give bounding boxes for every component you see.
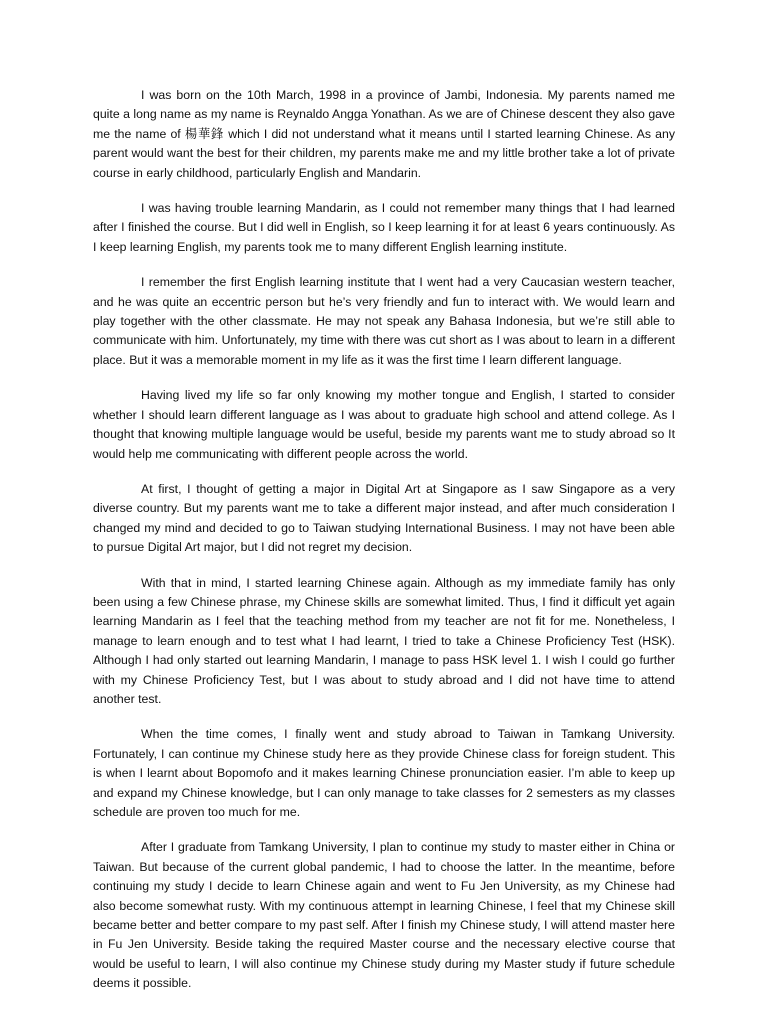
paragraph-5: At first, I thought of getting a major in Digital Art at Singapore as I saw Singapore as a very diverse country. But my parents want me to take a different major instead, and after much consideration I changed my mind and decided to go to Taiwan studying International Business. I may not have been able to pursue Digital Art major, but I did not regret my decision.	[93, 481, 675, 555]
paragraph-4: Having lived my life so far only knowing my mother tongue and English, I started to consider whether I should learn different language as I was about to graduate high school and attend college. As I thought that knowing multiple language would be useful, beside my parents want me to study abroad so It would help me communicating with different people across the world.	[93, 388, 675, 461]
paragraph-7: When the time comes, I finally went and study abroad to Taiwan in Tamkang University. Fortunately, I can continue my Chinese study here as they provide Chinese class for foreign student. This is when I learnt about Bopomofo and it makes learning Chinese pronunciation easier. I’m able to keep up and expand my Chinese knowledge, but I can only manage to take classes for 2 semesters as my classes schedule are proven too much for me.	[93, 727, 675, 819]
paragraph-2: I was having trouble learning Mandarin, as I could not remember many things that I had learned after I finished the course. But I did well in English, so I keep learning it for at least 6 years continuously. As I keep learning English, my parents took me to many different English learning institute.	[93, 201, 675, 254]
paragraph-1: I was born on the 10th March, 1998 in a province of Jambi, Indonesia. My parents named me quite a long name as my name is Reynaldo Angga Yonathan. As we are of Chinese descent they also gave me the name of 楊華鋒 which I did not understand what it means until I started learning Chinese. As any parent would want the best for their children, my parents make me and my little brother take a lot of private course in early childhood, particularly English and Mandarin.	[93, 88, 675, 180]
paragraph-3: I remember the first English learning institute that I went had a very Caucasian western teacher, and he was quite an eccentric person but he’s very friendly and fun to interact with. We would learn and play together with the other classmate. He may not speak any Bahasa Indonesia, but we’re still able to communicate with him. Unfortunately, my time with there was cut short as I was about to learn in a different place. But it was a memorable moment in my life as it was the first time I learn different language.	[93, 275, 675, 367]
paragraph-6: With that in mind, I started learning Chinese again. Although as my immediate family has only been using a few Chinese phrase, my Chinese skills are somewhat limited. Thus, I find it difficult yet again learning Mandarin as I feel that the teaching method from my teacher are not fit for me. Nonetheless, I manage to learn enough and to test what I had learnt, I tried to take a Chinese Proficiency Test (HSK). Although I had only started out learning Mandarin, I manage to pass HSK level 1. I wish I could go further with my Chinese Proficiency Test, but I was about to study abroad and I did not have time to attend another test.	[93, 575, 675, 706]
document-body	[93, 86, 675, 1010]
paragraph-8: After I graduate from Tamkang University, I plan to continue my study to master either in China or Taiwan. But because of the current global pandemic, I had to choose the latter. In the meantime, before continuing my study I decide to learn Chinese again and went to Fu Jen University, as my Chinese had also become somewhat rusty. With my continuous attempt in learning Chinese, I feel that my Chinese skill became better and better compare to my past self. After I finish my Chinese study, I will attend master here in Fu Jen University. Beside taking the required Master course and the necessary elective course that would be useful to learn, I will also continue my Chinese study during my Master study if future schedule deems it possible.	[93, 840, 675, 991]
